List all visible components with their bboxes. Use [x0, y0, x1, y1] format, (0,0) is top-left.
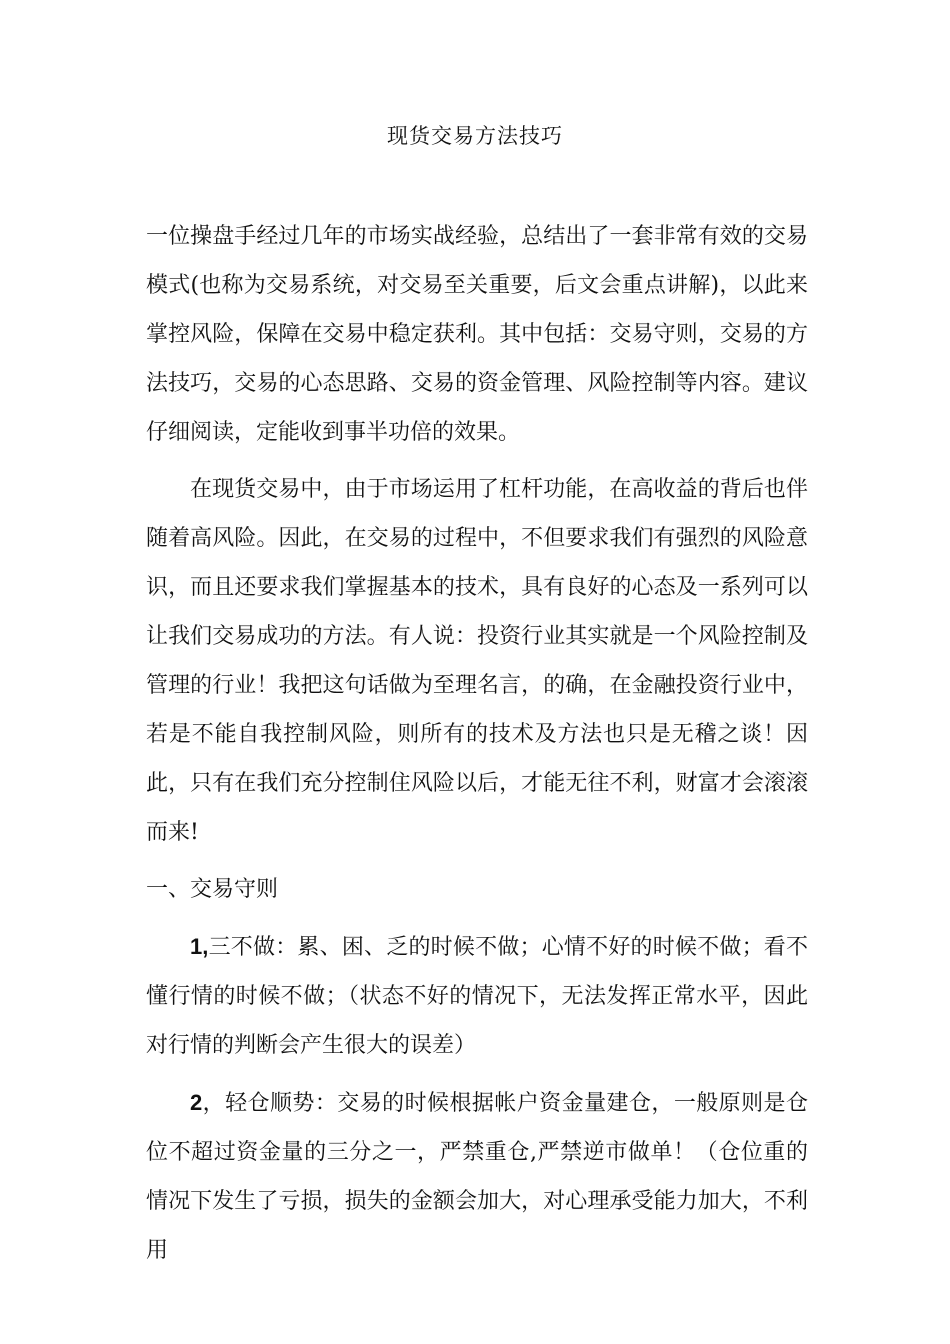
rule-number-1: 1,	[190, 934, 209, 959]
intro-paragraph: 一位操盘手经过几年的市场实战经验，总结出了一套非常有效的交易模式(也称为交易系统，对交易至关重要，后文会重点讲解)，以此来掌控风险，保障在交易中稳定获利。其中包括：交易守则，交易的方法技巧，交易的心态思路、交易的资金管理、风险控制等内容。建议仔细阅读，定能收到事半功倍的效果。	[146, 224, 808, 445]
risk-paragraph: 在现货交易中，由于市场运用了杠杆功能，在高收益的背后也伴随着高风险。因此，在交易的过程中，不但要求我们有强烈的风险意识，而且还要求我们掌握基本的技术，具有良好的心态及一系列可以让我们交易成功的方法。有人说：投资行业其实就是一个风险控制及管理的行业！我把这句话做为至理名言，的确，在金融投资行业中，若是不能自我控制风险，则所有的技术及方法也只是无稽之谈！因此，只有在我们充分控制住风险以后，才能无往不利，财富才会滚滚而来!	[146, 477, 808, 845]
rule-text-2: ，轻仓顺势：交易的时候根据帐户资金量建仓，一般原则是仓位不超过资金量的三分之一，严禁重仓,严禁逆市做单！（仓位重的情况下发生了亏损，损失的金额会加大，对心理承受能力加大，不利用	[146, 1091, 808, 1263]
rule-paragraph-2	[146, 1078, 808, 1275]
section-heading: 一、交易守则	[146, 877, 279, 902]
document-title: 现货交易方法技巧	[387, 124, 563, 148]
rule-number-2: 2	[190, 1090, 203, 1115]
rule-text-1: 三不做：累、困、乏的时候不做；心情不好的时候不做；看不懂行情的时候不做；（状态不好的情况下，无法发挥正常水平，因此对行情的判断会产生很大的误差）	[146, 935, 808, 1058]
document-body	[146, 212, 808, 1275]
rule-paragraph-1	[146, 922, 808, 1070]
